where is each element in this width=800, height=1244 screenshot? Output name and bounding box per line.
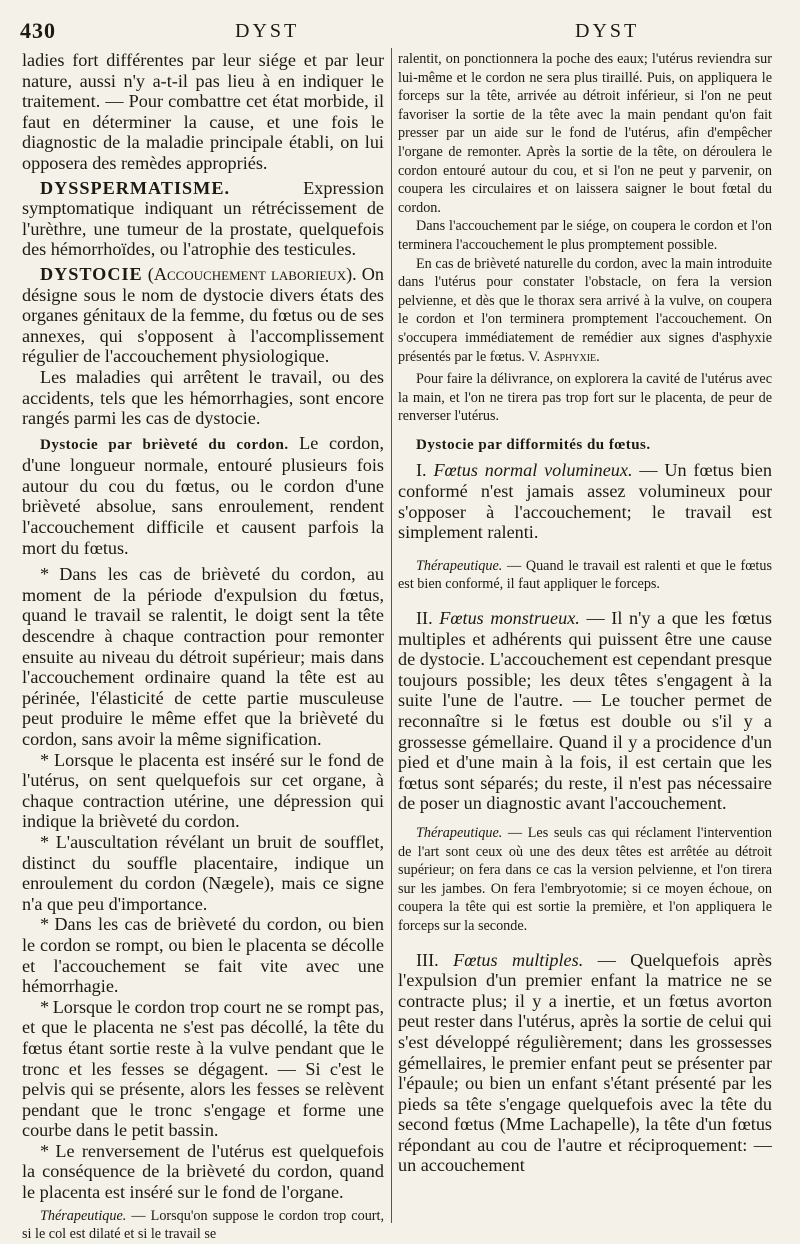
paragraph: Les maladies qui arrêtent le travail, ou des accidents, tels que les hémorrhagies, sont encore rangés parmi les cas de dystocie. <box>22 366 384 429</box>
left-column <box>22 50 384 1244</box>
therapeutique-paragraph <box>22 1207 384 1244</box>
section-heading: Dystocie par brièveté du cordon. <box>40 436 289 453</box>
asterism-paragraph <box>22 750 384 832</box>
asterism: * <box>40 564 49 585</box>
section-text: Le cordon, d'une longueur normale, entouré plusieurs fois autour du cou du fœtus, ou le cordon d'une brièveté absolue, sans enroulement, rendent l'accouchement difficile et causent parfois la mort du fœtus. <box>22 432 384 558</box>
asterism: * <box>40 831 49 852</box>
running-header <box>20 18 780 48</box>
asterism-paragraph <box>22 564 384 749</box>
entry-text: On désigne sous le nom de dystocie divers états des organes génitaux de la femme, du fœtus ou de ses annexes, qui s'opposent à l'accomplissement régulier de l'accouchement physiologique. <box>22 263 384 367</box>
paragraph-continued: ladies fort différentes par leur siége et par leur nature, aussi n'y a-t-il pas lieu à en indiquer le traitement. — Pour combattre cet état morbide, il faut en déterminer la cause, et une fois le diagnostic de la maladie principale établi, on lui opposera des remèdes appropriés. <box>22 50 384 173</box>
subsection-1 <box>398 460 772 542</box>
paragraph: Dans l'accouchement par le siége, on coupera le cordon et l'on terminera l'accouchement le plus promptement possible. <box>398 218 772 253</box>
entry-dysspermatisme <box>22 178 384 260</box>
running-head-right: DYST <box>575 20 640 42</box>
asterism-paragraph <box>22 1141 384 1203</box>
paragraph-text: — Quand le travail est ralenti et que le fœtus est bien conformé, il faut appliquer le forceps. <box>398 557 772 593</box>
asterism: * <box>40 914 49 935</box>
therapeutique-label: Thérapeutique. <box>40 1207 127 1224</box>
subsection-2 <box>398 608 772 814</box>
paragraph-text: — Les seuls cas qui réclament l'intervention de l'art sont ceux où une des deux têtes est arrêtée au détroit supérieur; on fera dans ce cas la version pelvienne, et l'on tirera sur les jambes. On fera l'embryotomie; si ce moyen échoue, on coupera la tête qui est sortie la première, et l'on appliquera le forceps sur la seconde. <box>398 824 772 934</box>
paragraph-text: Dans les cas de brièveté du cordon, au moment de la période d'expulsion du fœtus, quand le travail se ralentit, le doigt sent la tête descendre à chaque contraction pour remonter ensuite au niveau du détroit supérieur; mais dans l'accouchement ordinaire quand la tête est au périnée, l'élasticité de cette partie musculeuse peut produire le même effet que la brièveté du cordon, sans avoir la même signification. <box>22 564 384 749</box>
page-number: 430 <box>20 18 56 43</box>
asterism-paragraph <box>22 832 384 914</box>
column-divider <box>391 48 392 1223</box>
paragraph-text: Lorsque le placenta est inséré sur le fond de l'utérus, on sent quelquefois sur cet organe, à chaque contraction utérine, une dépression qui indique la brièveté du cordon. <box>22 749 384 832</box>
subsection-text: — Un fœtus bien conformé n'est jamais assez volumineux pour s'opposer à l'accouchement; le travail est simplement ralenti. <box>398 460 772 543</box>
subsection-text: — Quelquefois après l'expulsion d'un premier enfant la matrice ne se contracte plus; il y a inertie, et un fœtus avorton peut rester dans l'utérus, après la sortie de celui qui s'est développé régulièrement; dans les grossesses gémellaires, le premier enfant peut se présenter par l'épaule; ou bien un enfant s'étant présenté par les pieds sa tête s'engage quelquefois avec la tête du second fœtus (Mme Lachapelle), la tête d'un fœtus répondant au cou de l'autre et réciproquement: — un accouchement <box>398 949 772 1176</box>
subsection-title: Fœtus normal volumineux. <box>433 460 633 481</box>
right-column <box>398 50 772 1176</box>
asterism-paragraph <box>22 914 384 996</box>
paragraph-text: En cas de brièveté naturelle du cordon, avec la main introduite dans l'utérus pour constater l'obstacle, on fera la version pelvienne, et dès que le thorax sera arrivé à la vulve, on coupera le cordon et l'on terminera promptement l'accouchement. On s'occupera immédiatement de remédier aux signes d'asphyxie présentés par le fœtus. V. <box>398 255 772 365</box>
entry-text: Expression symptomatique indiquant un rétrécissement de l'urèthre, une tumeur de la prostate, quelquefois des hémorrhoïdes, ou l'atrophie des testicules. <box>22 177 384 260</box>
subsection-text: — Il n'y a que les fœtus multiples et adhérents qui puissent être une cause de dystocie. L'accouchement est cependant presque toujours possible; les deux têtes s'engagent à la suite l'une de l'autre. — Le toucher permet de reconnaître si le fœtus est double ou s'il y a grossesse gémellaire. Quand il y a procidence d'un pied et d'une main à la fois, il est certain que les fœtus sont séparés; du reste, il n'est pas nécessaire de poser un diagnostic avant l'accouchement. <box>398 608 772 814</box>
cross-reference: Asphyxie. <box>543 348 600 365</box>
paragraph-text: Lorsque le cordon trop court ne se rompt pas, et que le placenta ne s'est pas décollé, la tête du fœtus étant sortie reste à la vulve pendant que le tronc et les fesses se dégagent. — Si c'est le pelvis qui se présente, alors les fesses se relèvent pendant que le tronc s'engage et forme une courbe dans le petit bassin. <box>22 996 384 1141</box>
section-heading <box>398 436 772 455</box>
asterism: * <box>40 749 49 770</box>
therapeutique-paragraph <box>398 824 772 936</box>
paragraph-text: L'auscultation révélant un bruit de soufflet, distinct du souffle placentaire, indique un enroulement du cordon (Nægele), mais ce signe n'a que peu d'importance. <box>22 831 384 914</box>
asterism-paragraph <box>22 997 384 1141</box>
paragraph <box>398 255 772 367</box>
entry-dystocie <box>22 264 384 367</box>
paragraph: Pour faire la délivrance, on explorera la cavité de l'utérus avec la main, et l'on ne tirera pas trop fort sur le placenta, de peur de renverser l'utérus. <box>398 371 772 425</box>
therapeutique-paragraph <box>398 557 772 594</box>
therapeutique-label: Thérapeutique. <box>416 557 503 574</box>
paragraph-text: Le renversement de l'utérus est quelquefois la conséquence de la brièveté du cordon, quand le placenta est inséré sur le fond de l'organe. <box>22 1140 384 1203</box>
paragraph-text: Dans les cas de brièveté du cordon, ou bien le cordon se rompt, ou bien le placenta se décolle et l'accouchement se fait vite avec une hémorrhagie. <box>22 914 384 997</box>
entry-term: DYSSPERMATISME. <box>40 177 230 198</box>
entry-subtitle: (Accouchement laborieux). <box>142 263 357 284</box>
subsection-number: III. <box>416 949 454 970</box>
paragraph-text: — Lorsqu'on suppose le cordon trop court, si le col est dilaté et si le travail se <box>22 1207 384 1243</box>
asterism: * <box>40 1140 49 1161</box>
subsection-number: II. <box>416 608 440 629</box>
entry-term: DYSTOCIE <box>40 263 143 284</box>
subsection-title: Fœtus monstrueux. <box>439 608 580 629</box>
subsection-3 <box>398 950 772 1177</box>
section-brievete <box>22 433 384 559</box>
paragraph-continued: ralentit, on ponctionnera la poche des eaux; l'utérus reviendra sur lui-même et le cordon ne sera plus tiraillé. Puis, on appliquera le forceps sur la tête, arrivée au détroit inférieur, si l'on ne peut favoriser la sortie de la tête avec la main pendant qu'on fait presser par un aide sur le fond de l'utérus, afin d'empêcher l'organe de remonter. Après la sortie de la tête, on déroulera le cordon entouré autour du cou, et si l'on ne peut y parvenir, on coupera les circulaires et on laissera saigner le bout fœtal du cordon. <box>398 51 772 216</box>
subsection-number: I. <box>416 460 434 481</box>
therapeutique-label: Thérapeutique. <box>416 824 503 841</box>
asterism: * <box>40 996 49 1017</box>
running-head-left: DYST <box>235 20 300 42</box>
difformites-heading: Dystocie par difformités du fœtus. <box>416 436 651 453</box>
subsection-title: Fœtus multiples. <box>453 949 584 970</box>
